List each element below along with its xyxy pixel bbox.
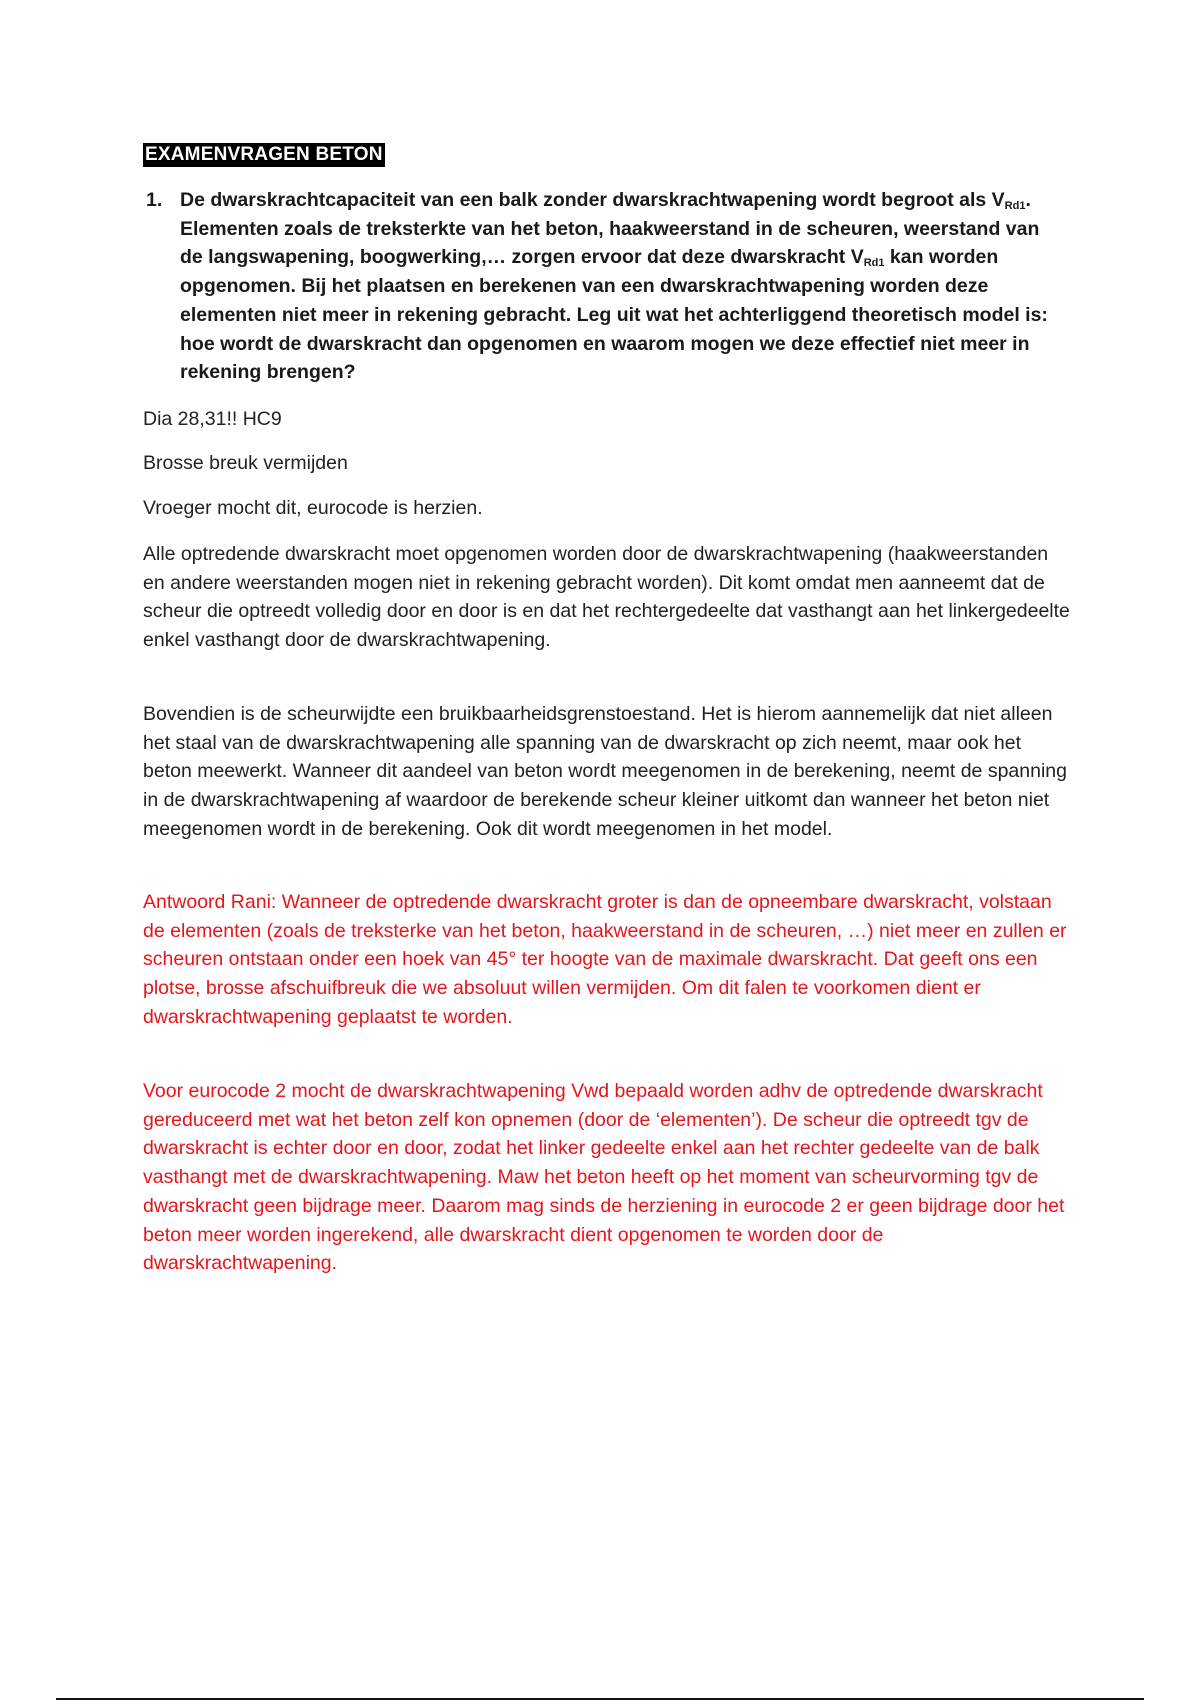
answer-paragraph-shear: Alle optredende dwarskracht moet opgenomen worden door de dwarskrachtwapening (haakweerstanden en andere weerstanden mogen niet in rekening gebracht worden). Dit komt omdat men aanneemt dat de scheur die optreedt volledig door en door is en dat het rechtergedeelte dat vasthangt aan het linkergedeelte enkel vasthangt door de dwarskrachtwapening. (143, 543, 1070, 652)
question-text (180, 186, 1066, 387)
question-text-part-1: De dwarskrachtcapaciteit van een balk zonder dwarskrachtwapening wordt begroot als V (180, 189, 1005, 211)
answer-rani-paragraph: Antwoord Rani: Wanneer de optredende dwarskracht groter is dan de opneembare dwarskracht, volstaan de elementen (zoals de treksterke van het beton, haakweerstand in de scheuren, …) niet meer en zullen er scheuren ontstaan onder een hoek van 45° ter hoogte van de maximale dwarskracht. Dat geeft ons een plotse, brosse afschuifbreuk die we absoluut willen vermijden. Om dit falen te voorkomen dient er dwarskrachtwapening geplaatst te worden. (143, 891, 1067, 1028)
question-text-part-3: kan worden opgenomen. Bij het plaatsen en berekenen van een dwarskrachtwapening worden deze elementen niet meer in rekening gebracht. Leg uit wat het achterliggend theoretisch model is: hoe wordt de dwarskracht dan opgenomen en waarom mogen we deze effectief niet meer in rekening brengen? (180, 246, 1048, 384)
question-number: 1. (146, 189, 163, 211)
page-title: EXAMENVRAGEN BETON (145, 144, 383, 165)
subscript-rd1: Rd1 (1004, 200, 1026, 212)
answer-paragraph-crack-width: Bovendien is de scheurwijdte een bruikbaarheidsgrenstoestand. Het is hierom aannemelijk dat niet alleen het staal van de dwarskrachtwapening alle spanning van de dwarskracht op zich neemt, maar ook het beton meewerkt. Wanneer dit aandeel van beton wordt meegenomen in de berekening, neemt de spanning in de dwarskrachtwapening af waardoor de berekende scheur kleiner uitkomt dan wanneer het beton niet meegenomen wordt in de berekening. Ook dit wordt meegenomen in het model. (143, 703, 1067, 840)
subscript-rd1: Rd1 (863, 257, 885, 270)
answer-note-eurocode: Vroeger mocht dit, eurocode is herzien. (143, 497, 483, 519)
answer-note-brittle: Brosse breuk vermijden (143, 452, 348, 474)
question-text-part-2: . Elementen zoals de treksterkte van het beton, haakweerstand in de scheuren, weerstand van de langswapening, boogwerking,… zorgen ervoor dat deze dwarskracht V (180, 189, 1040, 269)
question-1 (146, 186, 1066, 387)
answer-reference: Dia 28,31!! HC9 (143, 408, 282, 430)
answer-eurocode-paragraph: Voor eurocode 2 mocht de dwarskrachtwapening Vwd bepaald worden adhv de optredende dwarskracht gereduceerd met wat het beton zelf kon opnemen (door de ‘elementen’). De scheur die optreedt tgv de dwarskracht is echter door en door, zodat het linker gedeelte enkel aan het rechter gedeelte van de balk vasthangt met de dwarskrachtwapening. Maw het beton heeft op het moment van scheurvorming tgv de dwarskracht geen bijdrage meer. Daarom mag sinds de herziening in eurocode 2 er geen bijdrage door het beton meer worden ingerekend, alle dwarskracht dient opgenomen te worden door de dwarskrachtwapening. (143, 1080, 1065, 1275)
